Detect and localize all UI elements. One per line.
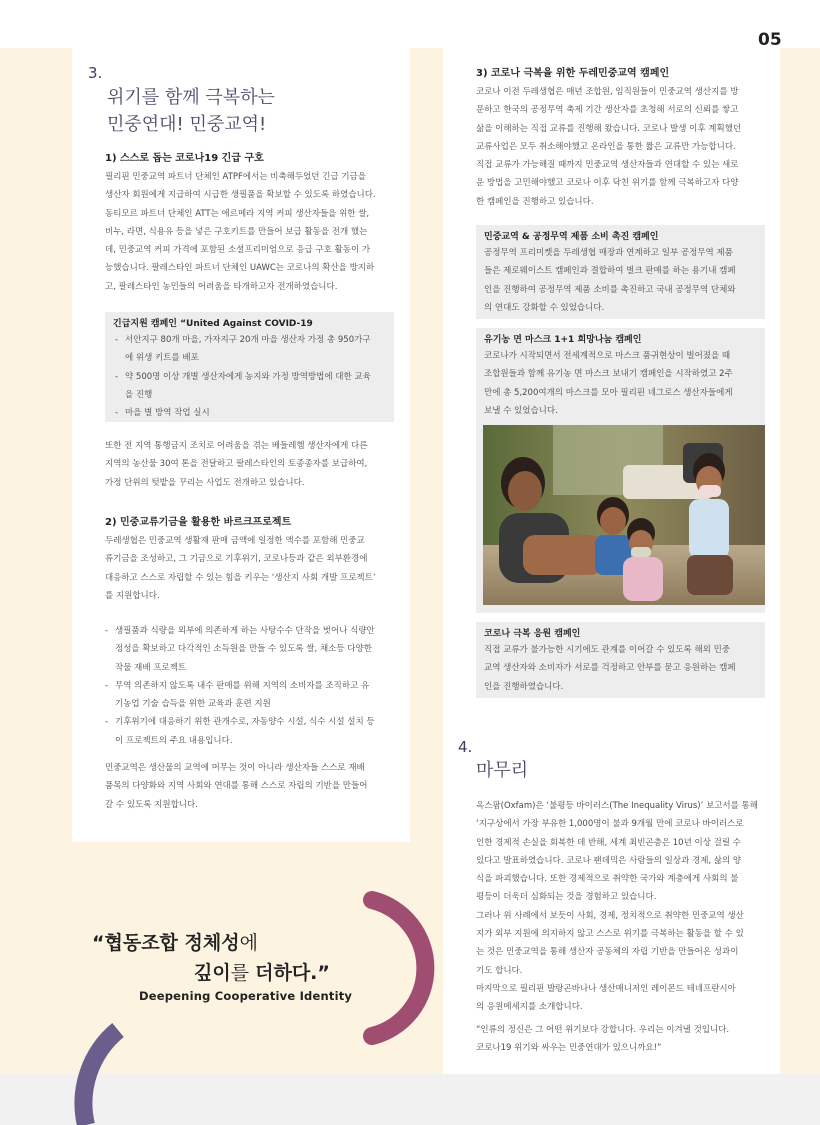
list-item-line: - 생필품과 식량을 외부에 의존하게 하는 사탕수수 단작을 벗어나 식량안 <box>115 626 375 636</box>
campaign-title: 민중교역 & 공정무역 제품 소비 촉진 캠페인 <box>484 232 659 242</box>
subheading: 3) 코로나 극복을 위한 두레민중교역 캠페인 <box>476 68 670 79</box>
text-line: 지역의 농산물 30여 톤을 전달하고 팔레스타인의 토종종자를 보급하여, <box>105 459 368 470</box>
text-line: 옥스팜(Oxfam)은 ‘불평등 바이러스(The Inequality Virus)’ 보고서를 통해 <box>476 801 758 811</box>
section-number: 4. <box>458 738 473 756</box>
section-title: 마무리 <box>476 760 529 781</box>
text-line: 들은 제로웨이스트 캠페인과 결합하여 벌크 판매를 하는 용기내 캠페 <box>484 266 736 277</box>
text-line: 품목의 다양화와 지역 사회와 연대를 통해 스스로 자립의 기반을 만들어 <box>105 781 368 792</box>
slogan-bold: 더하다.” <box>255 962 330 984</box>
text-line: 대응하고 스스로 자립할 수 있는 힘을 키우는 ‘생산지 사회 개발 프로젝트’ <box>105 572 376 583</box>
text-line: 류기금을 조성하고, 그 기금으로 기후위기, 코로나등과 같은 외부환경에 <box>105 554 368 565</box>
section-title-line: 위기를 함께 극복하는 <box>107 87 275 108</box>
slogan-bold: “협동조합 정체성 <box>92 932 240 954</box>
text-line: ‘지구상에서 가장 부유한 1,000명이 불과 9개월 만에 코로나 바이러스로 <box>476 819 744 830</box>
text-line: 문하고 한국의 공정무역 축제 기간 생산자를 초청해 서로의 신뢰를 쌓고 <box>476 105 739 116</box>
text-line: 가정 단위의 텃밭을 꾸리는 사업도 전개하고 있습니다. <box>105 477 305 488</box>
text-line: 교역 생산자와 소비자가 서로를 걱정하고 안부를 묻고 응원하는 캠페 <box>484 663 736 674</box>
text-line: 필리핀 민중교역 파트너 단체인 ATPF에서는 비축해두었던 긴급 기금을 <box>105 172 366 182</box>
text-line: 직접 교류가 가능해질 때까지 민중교역 생산자들과 연대할 수 있는 새로 <box>476 160 739 171</box>
list-item-line: - 서안지구 80개 마을, 가자지구 20개 마을 생산자 가정 총 950가구 <box>125 335 371 345</box>
text-line: 의 응원메세지를 소개합니다. <box>476 1002 583 1013</box>
text-line: 지가 외부 지원에 의지하지 않고 스스로 위기를 극복하는 활동을 할 수 있 <box>476 929 744 940</box>
page-number: 05 <box>758 30 782 50</box>
text-line: 마지막으로 필리핀 발랑곤바나나 생산매니저인 레이몬드 테네프란시아 <box>476 983 736 994</box>
text-line: 능했습니다. 팔레스타인 파트너 단체인 UAWC는 코로나의 확산을 방지하 <box>105 263 375 274</box>
text-line: 데, 민중교역 커피 가격에 포함된 소셜프리미엄으로 응급 구호 활동이 가 <box>105 245 371 256</box>
text-line: 동티모르 파트너 단체인 ATT는 에르메라 지역 커피 생산자들을 위한 쌀, <box>105 208 370 219</box>
text-line: 있다고 발표하였습니다. 코로나 팬데믹은 사람들의 일상과 경제, 삶의 양 <box>476 855 742 866</box>
campaign-title: 코로나 극복 응원 캠페인 <box>484 629 581 639</box>
text-line: 기도 합니다. <box>476 965 523 976</box>
text-line: 만에 총 5,200여개의 마스크를 모아 필리핀 네그로스 생산자들에게 <box>484 387 733 398</box>
text-line: 의 연대도 강화할 수 있었습니다. <box>484 302 605 313</box>
subheading: 2) 민중교류기금을 활용한 바르크프로젝트 <box>105 517 292 528</box>
campaign-title: 유기농 면 마스크 1+1 희망나눔 캠페인 <box>484 335 642 345</box>
text-line: 또한 전 지역 통행금지 조치로 어려움을 겪는 베들레헴 생산자에게 다른 <box>105 441 368 451</box>
text-line: 갈 수 있도록 지원합니다. <box>105 799 198 810</box>
list-item-line: 을 진행 <box>125 389 153 400</box>
text-line: 코로나19 위기와 싸우는 민중연대가 있으니까요!” <box>476 1043 662 1054</box>
list-item-line: 정성을 확보하고 다각적인 소득원을 만들 수 있도록 쌀, 채소등 다양한 <box>115 644 372 655</box>
slogan-text: 에 <box>239 932 258 954</box>
list-item-line: - 마을 별 방역 작업 실시 <box>125 408 210 419</box>
list-item-line: - 약 500명 이상 개별 생산자에게 농지와 가정 방역방법에 대한 교육 <box>125 371 371 382</box>
text-line: “인류의 정신은 그 어떤 위기보다 강합니다. 우리는 이겨낼 것입니다. <box>476 1025 730 1035</box>
list-item-line: - 무역 의존하지 않도록 내수 판매를 위해 지역의 소비자를 조직하고 유 <box>115 680 370 691</box>
arc-purple-icon <box>83 1030 118 1125</box>
list-item-line: 에 위생 키트를 배포 <box>125 353 199 364</box>
text-line: 교류사업은 모두 취소해야했고 온라인을 통한 짧은 교류만 가능합니다. <box>476 141 736 152</box>
slogan-text: 를 <box>230 962 256 984</box>
text-line: 직접 교류가 불가능한 시기에도 관계를 이어갈 수 있도록 해외 민중 <box>484 645 731 655</box>
text-line: 공정무역 프리미켓을 두레생협 매장과 연계하고 일부 공정무역 제품 <box>484 248 733 258</box>
info-box-title: 긴급지원 캠페인 “United Against COVID-19 <box>113 319 313 329</box>
text-line: 식을 파괴했습니다. 또한 경제적으로 취약한 국가와 계층에게 사회의 불 <box>476 874 739 885</box>
text-line: 생산자 회원에게 지급하여 시급한 생필품을 확보할 수 있도록 하였습니다. <box>105 190 376 201</box>
text-line: 인한 경제적 손실을 회복한 데 반해, 세계 최빈곤층은 10년 이상 걸릴 수 <box>476 837 741 848</box>
text-line: 삶을 이해하는 직접 교류를 진행해 왔습니다. 코로나 발생 이후 계획했던 <box>476 123 742 134</box>
text-line: 고, 팔레스타인 농민들의 어려움을 타개하고자 전개하였습니다. <box>105 281 338 292</box>
text-line: 코로나 이전 두레생협은 매년 조합원, 임직원들이 민중교역 생산지를 방 <box>476 87 739 97</box>
text-line: 는 것은 민중교역을 통해 생산자 공동체의 자립 기반을 만들어온 성과이 <box>476 947 739 958</box>
text-line: 비누, 라면, 식용유 등을 넣은 구호키트를 만들어 보급 활동을 전개 했는 <box>105 226 368 237</box>
text-line: 한 캠페인을 진행하고 있습니다. <box>476 196 594 207</box>
list-item-line: 기농업 기술 습득을 위한 교육과 훈련 지원 <box>115 699 271 710</box>
text-line: 코로나가 시작되면서 전세계적으로 마스크 품귀현상이 벌어졌을 때 <box>484 351 731 361</box>
text-line: 보낼 수 있었습니다. <box>484 405 558 416</box>
text-line: 를 지원합니다. <box>105 590 160 601</box>
subheading: 1) 스스로 돕는 코로나19 긴급 구호 <box>105 153 264 164</box>
text-line: 평등이 더욱더 심화되는 것을 경험하고 있습니다. <box>476 892 657 903</box>
text-line: 두레생협은 민중교역 생활재 판매 금액에 일정한 액수를 포함해 민중교 <box>105 536 365 546</box>
text-line: 인을 진행하였습니다. <box>484 681 564 692</box>
text-line: 인을 진행하여 공정무역 제품 소비를 촉진하고 국내 공정무역 단체와 <box>484 284 736 295</box>
arc-mauve-icon <box>372 900 425 1036</box>
section-title-line: 민중연대! 민중교역! <box>107 114 267 135</box>
section-number: 3. <box>88 64 103 82</box>
list-item-line: - 기후위기에 대응하기 위한 관개수로, 자동양수 시설, 식수 시설 설치 등 <box>115 717 375 728</box>
text-line: 조합원들과 함께 유기농 면 마스크 보내기 캠페인을 시작하였고 2주 <box>484 369 733 380</box>
list-item-line: 이 프로젝트의 주요 내용입니다. <box>115 735 233 746</box>
slogan-english: Deepening Cooperative Identity <box>139 989 353 1003</box>
slogan-bold: 깊이 <box>194 962 231 984</box>
text-line: 운 방법을 고민해야했고 코로나 이후 닥친 위기를 함께 극복하고자 다양 <box>476 178 739 189</box>
text-line: 민중교역은 생산물의 교역에 머무는 것이 아니라 생산자들 스스로 재배 <box>105 763 365 773</box>
list-item-line: 작물 재배 프로젝트 <box>115 662 187 673</box>
text-line: 그러나 위 사례에서 보듯이 사회, 경제, 정치적으로 취약한 민중교역 생산 <box>476 910 744 921</box>
